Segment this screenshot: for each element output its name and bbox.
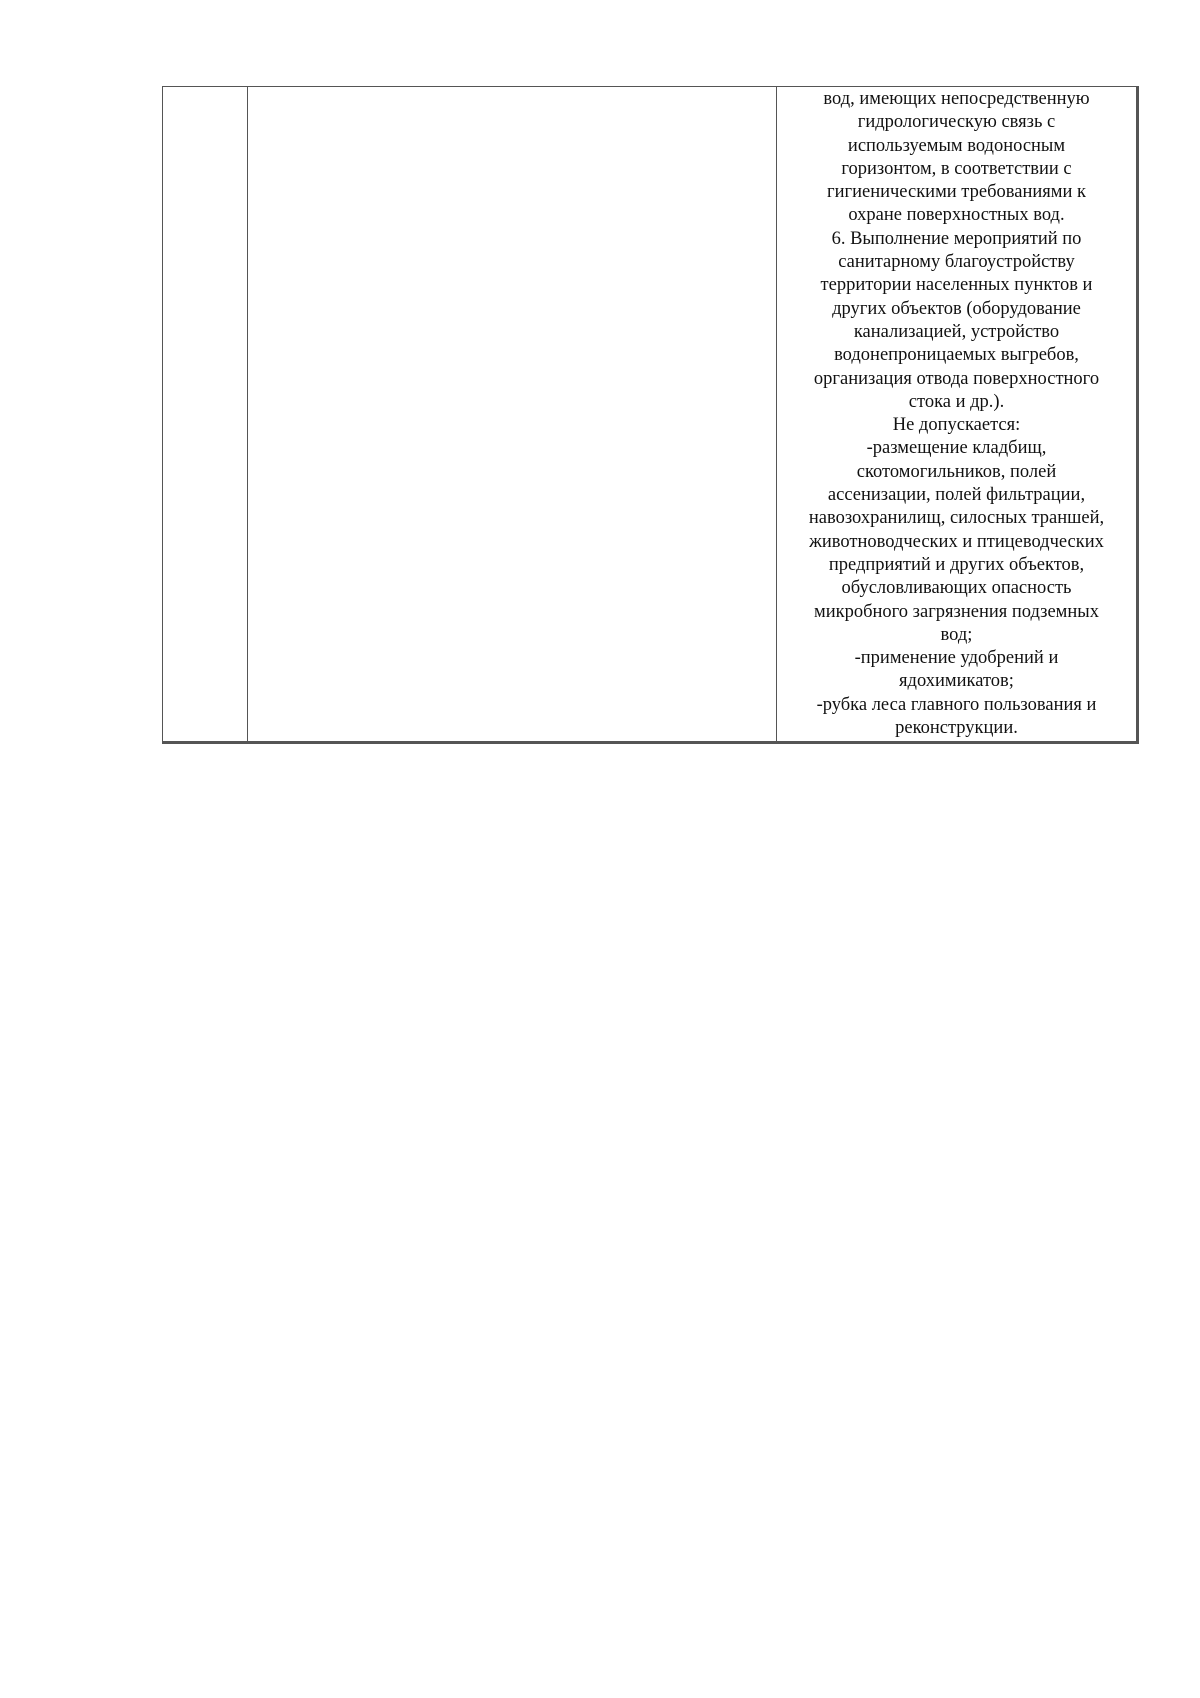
text-line: организация отвода поверхностного [813, 368, 1100, 389]
text-line: микробного загрязнения подземных [814, 601, 1099, 622]
text-line: обусловливающих опасность [841, 578, 1072, 599]
text-line: ядохимикатов; [899, 671, 1014, 692]
text-line: горизонтом, в соответствии с [841, 158, 1072, 179]
sanitary-zone-table [162, 86, 1139, 744]
text-line: территории населенных пунктов и [820, 275, 1093, 296]
text-line: гигиеническими требованиями к [827, 182, 1086, 203]
text-line: гидрологическую связь с [857, 112, 1056, 133]
row-description-cell [248, 87, 777, 743]
text-line: ассенизации, полей фильтрации, [827, 485, 1086, 506]
text-line: стока и др.). [908, 391, 1005, 412]
text-line: других объектов (оборудование [832, 298, 1081, 319]
text-line: -рубка леса главного пользования и [816, 694, 1097, 715]
text-line: санитарному благоустройству [838, 252, 1075, 273]
text-line: предприятий и других объектов, [828, 554, 1085, 575]
text-line: канализацией, устройство [853, 321, 1060, 342]
text-line: охране поверхностных вод. [848, 205, 1065, 226]
text-line: скотомогильников, полей [856, 461, 1057, 482]
text-line: -применение удобрений и [854, 648, 1059, 669]
text-line: Не допускается: [892, 415, 1021, 436]
requirements-text [777, 87, 1136, 741]
text-line: вод, имеющих непосредственную [823, 89, 1090, 109]
row-requirements-cell [777, 87, 1138, 743]
text-line: навозохранилищ, силосных траншей, [808, 508, 1105, 529]
text-line: -размещение кладбищ, [866, 438, 1047, 459]
text-line: животноводческих и птицеводческих [809, 531, 1104, 552]
text-line: 6. Выполнение мероприятий по [831, 228, 1082, 249]
text-line: используемым водоносным [847, 135, 1066, 156]
row-number-cell [163, 87, 248, 743]
text-line: вод; [940, 624, 973, 645]
text-line: водонепроницаемых выгребов, [834, 345, 1079, 366]
text-line: реконструкции. [895, 718, 1018, 739]
table-row [163, 87, 1138, 743]
